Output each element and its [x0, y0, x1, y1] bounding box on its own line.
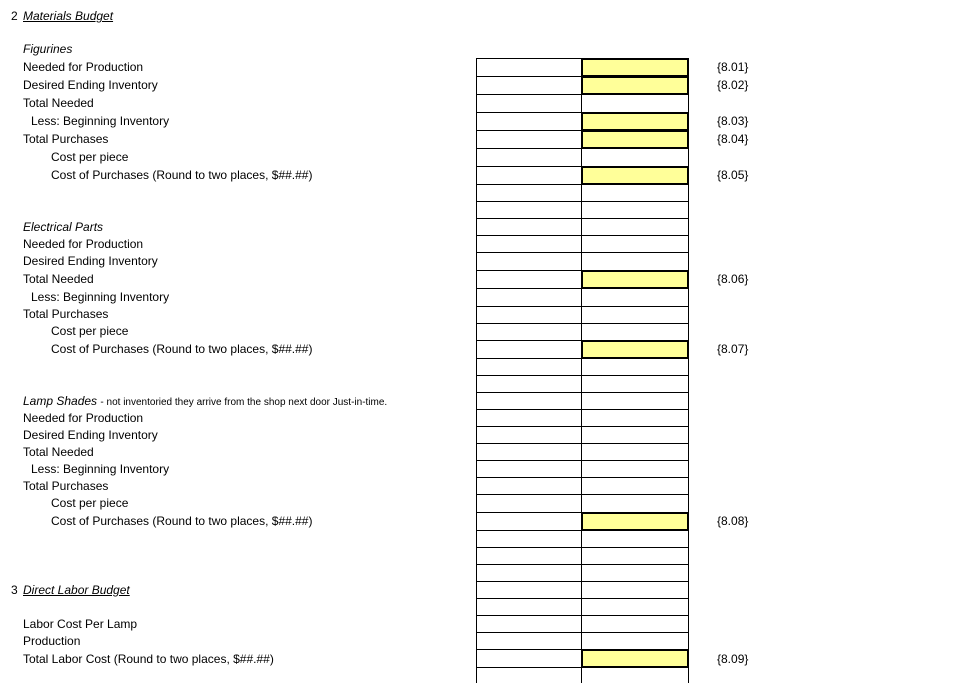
grid-cell-right[interactable] — [582, 324, 689, 341]
grid-cell-left[interactable] — [477, 113, 582, 131]
grid-cell-right[interactable] — [582, 616, 689, 633]
ref-8-03: {8.03} — [717, 114, 749, 128]
grid-cell-right[interactable] — [582, 289, 689, 307]
lampshades-note: - not inventoried they arrive from the shop next door Just-in-time. — [100, 397, 388, 408]
cell-8-01[interactable] — [582, 59, 688, 76]
grid-cell-left[interactable] — [477, 495, 582, 513]
grid-cell-left[interactable] — [477, 341, 582, 359]
cell-8-06[interactable] — [582, 271, 688, 288]
grid-cell-right[interactable] — [582, 461, 689, 478]
grid-cell-left[interactable] — [477, 271, 582, 289]
cell-8-07[interactable] — [582, 341, 688, 358]
grid-cell-right[interactable] — [582, 444, 689, 461]
grid-cell-right[interactable] — [582, 202, 689, 219]
grid-cell-left[interactable] — [477, 633, 582, 650]
grid-cell-left[interactable] — [477, 359, 582, 376]
grid-cell-right[interactable] — [582, 149, 689, 167]
grid-cell-left[interactable] — [477, 565, 582, 582]
direct-labor-budget-title: Direct Labor Budget — [23, 583, 130, 597]
grid-cell-left[interactable] — [477, 444, 582, 461]
grid-cell-right[interactable] — [582, 427, 689, 444]
grid-cell-left[interactable] — [477, 202, 582, 219]
section-number-3: 3 — [11, 583, 18, 597]
grid-cell-right[interactable] — [582, 359, 689, 376]
lampshades-total-needed-label: Total Needed — [23, 445, 94, 459]
grid-cell-right[interactable] — [582, 582, 689, 599]
grid-cell-left[interactable] — [477, 236, 582, 253]
cell-8-05[interactable] — [582, 167, 688, 184]
grid-cell-left[interactable] — [477, 410, 582, 427]
lampshades-needed-label: Needed for Production — [23, 411, 144, 425]
figurines-beginning-inv-label: Less: Beginning Inventory — [31, 114, 170, 128]
cell-8-08[interactable] — [582, 513, 688, 530]
electrical-total-purchases-label: Total Purchases — [23, 307, 109, 321]
electrical-total-needed-label: Total Needed — [23, 272, 94, 286]
grid-cell-left[interactable] — [477, 478, 582, 495]
ref-8-01: {8.01} — [717, 60, 749, 74]
grid-cell-left[interactable] — [477, 324, 582, 341]
electrical-heading: Electrical Parts — [23, 220, 104, 234]
grid-cell-right[interactable] — [582, 393, 689, 410]
figurines-needed-label: Needed for Production — [23, 60, 144, 74]
figurines-cost-of-purchases-label: Cost of Purchases (Round to two places, $##.##) — [51, 168, 313, 182]
cell-8-09[interactable] — [582, 650, 688, 667]
labor-production-label: Production — [23, 634, 81, 648]
ref-8-07: {8.07} — [717, 342, 749, 356]
grid-cell-left[interactable] — [477, 219, 582, 236]
ref-8-09: {8.09} — [717, 652, 749, 666]
figurines-cost-per-piece-label: Cost per piece — [51, 150, 129, 164]
grid-cell-left[interactable] — [477, 461, 582, 478]
electrical-ending-inv-label: Desired Ending Inventory — [23, 254, 158, 268]
electrical-cost-of-purchases-label: Cost of Purchases (Round to two places, $##.##) — [51, 342, 313, 356]
grid-cell-left[interactable] — [477, 668, 582, 683]
grid-cell-left[interactable] — [477, 376, 582, 393]
lampshades-cost-per-piece-label: Cost per piece — [51, 496, 129, 510]
grid-cell-left[interactable] — [477, 185, 582, 202]
grid-cell-right[interactable] — [582, 236, 689, 253]
grid-cell-right[interactable] — [582, 376, 689, 393]
figurines-ending-inv-label: Desired Ending Inventory — [23, 78, 158, 92]
grid-cell-left[interactable] — [477, 393, 582, 410]
grid-cell-right[interactable] — [582, 95, 689, 113]
grid-cell-left[interactable] — [477, 95, 582, 113]
materials-budget-title: Materials Budget — [23, 9, 114, 23]
cell-8-02[interactable] — [582, 77, 688, 94]
grid-cell-left[interactable] — [477, 513, 582, 531]
grid-cell-left[interactable] — [477, 531, 582, 548]
grid-cell-right[interactable] — [582, 185, 689, 202]
labor-cost-per-lamp-label: Labor Cost Per Lamp — [23, 617, 138, 631]
grid-cell-left[interactable] — [477, 650, 582, 668]
figurines-total-needed-label: Total Needed — [23, 96, 94, 110]
grid-cell-right[interactable] — [582, 531, 689, 548]
grid-cell-right[interactable] — [582, 219, 689, 236]
ref-8-04: {8.04} — [717, 132, 749, 146]
grid-cell-left[interactable] — [477, 59, 582, 77]
section-number-2: 2 — [11, 9, 18, 23]
grid-cell-right[interactable] — [582, 565, 689, 582]
grid-cell-left[interactable] — [477, 616, 582, 633]
lampshades-ending-inv-label: Desired Ending Inventory — [23, 428, 158, 442]
grid-cell-right[interactable] — [582, 478, 689, 495]
grid-cell-left[interactable] — [477, 307, 582, 324]
grid-cell-right[interactable] — [582, 410, 689, 427]
electrical-beginning-inv-label: Less: Beginning Inventory — [31, 290, 170, 304]
grid-cell-right[interactable] — [582, 633, 689, 650]
grid-cell-left[interactable] — [477, 599, 582, 616]
grid-cell-left[interactable] — [477, 427, 582, 444]
grid-cell-left[interactable] — [477, 77, 582, 95]
grid-cell-right[interactable] — [582, 495, 689, 513]
grid-cell-right[interactable] — [582, 668, 689, 683]
ref-8-05: {8.05} — [717, 168, 749, 182]
grid-cell-left[interactable] — [477, 149, 582, 167]
grid-cell-left[interactable] — [477, 131, 582, 149]
grid-cell-left[interactable] — [477, 167, 582, 185]
grid-cell-right[interactable] — [582, 253, 689, 271]
lampshades-heading: Lamp Shades — [23, 394, 98, 408]
lampshades-beginning-inv-label: Less: Beginning Inventory — [31, 462, 170, 476]
grid-cell-left[interactable] — [477, 582, 582, 599]
electrical-cost-per-piece-label: Cost per piece — [51, 324, 129, 338]
cell-8-04[interactable] — [582, 131, 688, 148]
grid-cell-left[interactable] — [477, 548, 582, 565]
lampshades-cost-of-purchases-label: Cost of Purchases (Round to two places, $##.##) — [51, 514, 313, 528]
electrical-needed-label: Needed for Production — [23, 237, 144, 251]
grid-cell-left[interactable] — [477, 289, 582, 307]
ref-8-02: {8.02} — [717, 78, 749, 92]
ref-8-06: {8.06} — [717, 272, 749, 286]
lampshades-total-purchases-label: Total Purchases — [23, 479, 109, 493]
grid-cell-right[interactable] — [582, 548, 689, 565]
grid-cell-left[interactable] — [477, 253, 582, 271]
ref-8-08: {8.08} — [717, 514, 749, 528]
grid-cell-right[interactable] — [582, 599, 689, 616]
cell-8-03[interactable] — [582, 113, 688, 130]
figurines-total-purchases-label: Total Purchases — [23, 132, 109, 146]
total-labor-cost-label: Total Labor Cost (Round to two places, $##.##) — [23, 652, 274, 666]
figurines-heading: Figurines — [23, 42, 73, 56]
grid-cell-right[interactable] — [582, 307, 689, 324]
